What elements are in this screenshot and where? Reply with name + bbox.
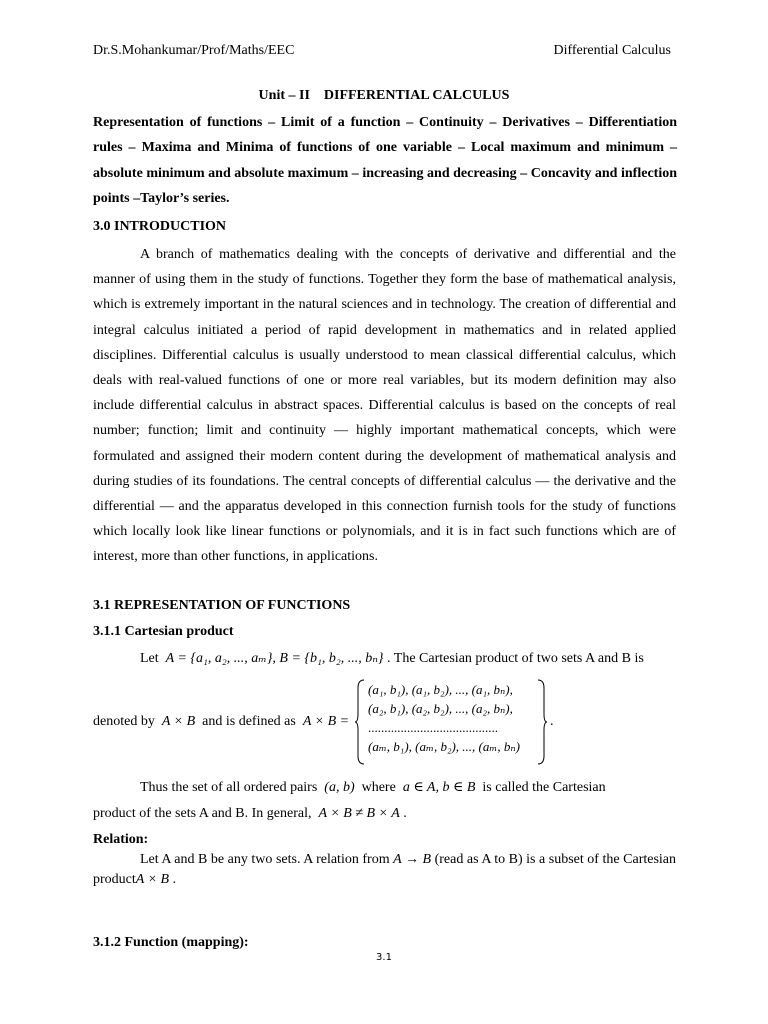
pairs-suffix: is called the Cartesian [482,780,606,795]
syllabus: Representation of functions – Limit of a function – Continuity – Derivatives – Differentiation rules – Maxima and Minima of functions of one variable – Local maximum and minimum – absolute minimum and absolute maximum – increasing and decreasing – Concavity and inflection points –Taylor’s series. [93,115,677,207]
function-heading: 3.1.2 Function (mapping): [93,935,249,950]
header-left: Dr.S.Mohankumar/Prof/Maths/EEC [93,43,295,58]
let-sets-line [140,650,644,667]
relation-axb: A × B [135,872,170,887]
general-line: product of the sets A and B. In general, A × B ≠ B × A . [93,806,407,821]
page-number: 3.1 [376,952,392,963]
relation-text-2: (read as A to B) is a subset of the Cartesian product [93,852,677,887]
intro-paragraph-text: A branch of mathematics dealing with the concepts of derivative and differential and the manner of using them in the study of functions. Together they form the base of mathematical analysis, which is extremely important in the natural sciences and in technology. The creation of differential and integral calculus initiated a period of rapid development in mathematics and in related applied disciplines. Differential calculus is usually understood to mean classical differential calculus, which deals with real-valued functions of one or more real variables, but its modern definition may also include differential calculus in abstract spaces. Differential calculus is based on the concepts of real number; function; limit and continuity — highly important mathematical concepts, which were formulated and assigned their modern content during the development of mathematical analysis and during studies of its foundations. The central concepts of differential calculus — the derivative and the differential — and the apparatus developed in this connection furnish tools for the study of functions which locally look like linear functions or polynomials, and it is in fact such functions which are of interest, more than other functions, in applications. [93,247,676,565]
let-prefix: Let [140,651,159,666]
set-row: ........................................ [368,720,498,735]
axb-equals: A × B = [302,714,350,729]
set-row: (a₁, b₁), (a₁, b₂), ..., (a₁, bₙ), [368,682,513,697]
set-row: (aₘ, b₁), (aₘ, b₂), ..., (aₘ, bₙ) [368,739,520,754]
general-expression: A × B ≠ B × A [318,806,400,821]
where-word: where [361,780,396,795]
relation-paragraph: Let A and B be any two sets. A relation from A → B (read as A to B) is a subset of the Cartesian productA × B . [93,852,677,887]
cartesian-set [368,680,520,756]
relation-arrow: A → B [393,852,432,867]
let-suffix: . The Cartesian product of two sets A and B is [387,651,644,666]
general-prefix: product of the sets A and B. In general, [93,806,312,821]
pairs-line [140,779,606,796]
right-brace [536,678,548,766]
defined-as: and is defined as [202,714,296,729]
intro-heading: 3.0 INTRODUCTION [93,219,227,234]
relation-text-1: Let A and B be any two sets. A relation from [140,852,390,867]
unit-title: Unit – II DIFFERENTIAL CALCULUS [258,88,510,103]
membership-expression: a ∈ A, b ∈ B [402,780,476,795]
sets-expression: A = {a₁, a₂, ..., aₘ}, B = {b₁, b₂, ..., bₙ} [165,651,384,666]
header-right: Differential Calculus [553,43,671,58]
set-period: . [550,714,554,729]
pairs-prefix: Thus the set of all ordered pairs [140,780,318,795]
cartesian-heading: 3.1.1 Cartesian product [93,624,234,639]
intro-paragraph [93,242,676,570]
pair-symbol: (a, b) [324,780,355,795]
denoted-prefix: denoted by [93,714,155,729]
denoted-line [93,714,349,730]
left-brace [354,678,366,766]
representation-heading: 3.1 REPRESENTATION OF FUNCTIONS [93,598,351,613]
set-row: (a₂, b₁), (a₂, b₂), ..., (a₂, bₙ), [368,701,513,716]
axb-symbol: A × B [161,714,196,729]
relation-heading: Relation: [93,832,149,847]
